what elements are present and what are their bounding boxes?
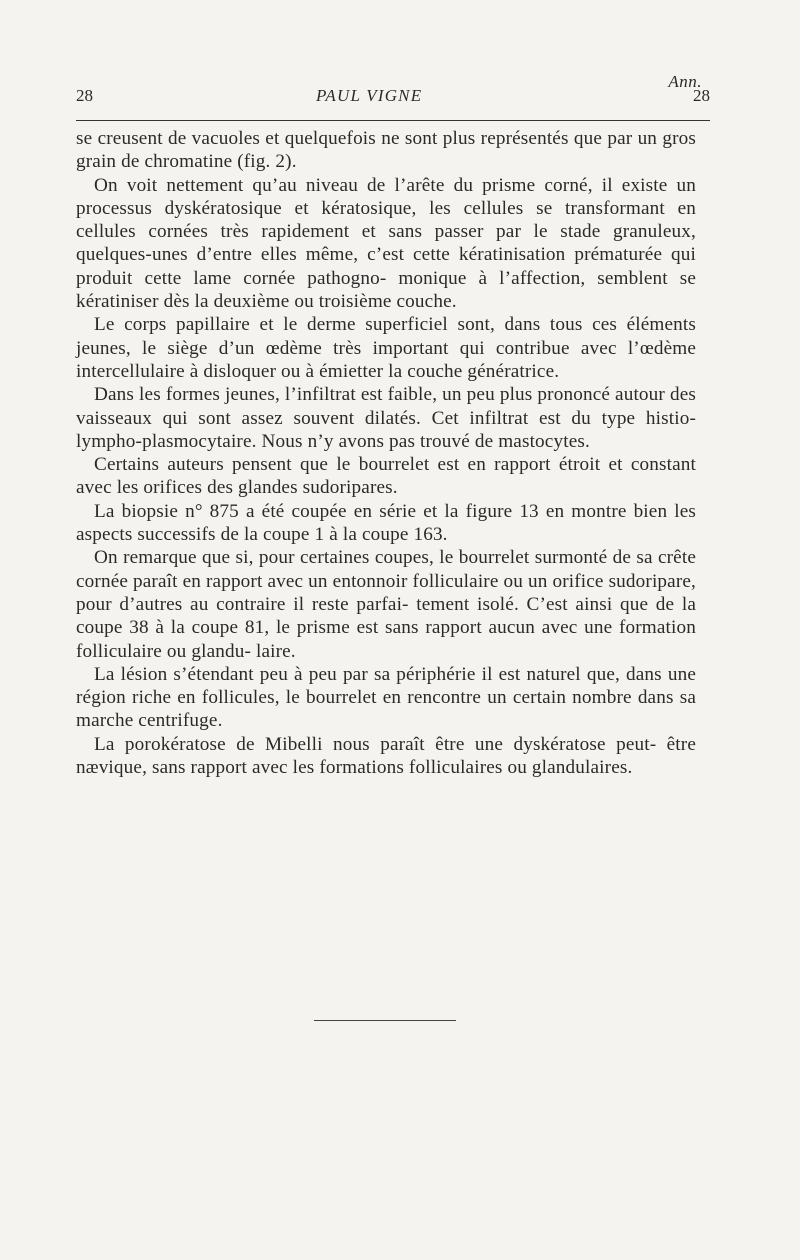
paragraph: La lésion s’étendant peu à peu par sa périphérie il est naturel que, dans une région riche en follicules, le bourrelet en rencontre un certain nombre dans sa marche centrifuge.: [76, 663, 696, 732]
running-head: PAUL VIGNE: [316, 86, 423, 105]
paragraph: La biopsie n° 875 a été coupée en série et la figure 13 en montre bien les aspects successifs de la coupe 1 à la coupe 163.: [76, 500, 696, 546]
body-text: [76, 127, 696, 779]
paragraph: On remarque que si, pour certaines coupes, le bourrelet surmonté de sa crête cornée paraît en rapport avec un entonnoir folliculaire ou un orifice sudoripare, pour d’autres au contraire il reste parfai- tement isolé. C’est ainsi que de la coupe 38 à la coupe 81, le prisme est sans rapport aucun avec une formation folliculaire ou glandu- laire.: [76, 547, 696, 662]
paragraph: Le corps papillaire et le derme superficiel sont, dans tous ces éléments jeunes, le siège d’un œdème très important qui contribue avec l’œdème intercellulaire à disloquer ou à émietter la couche génératrice.: [76, 314, 696, 382]
header-rule: [76, 120, 710, 121]
paragraph: On voit nettement qu’au niveau de l’arête du prisme corné, il existe un processus dyskératosique et kératosique, les cellules se transformant en cellules cornées très rapidement et sans passer par le stade granuleux, quelques-unes d’entre elles même, c’est cette kératinisation prématurée qui produit cette lame cornée pathogno- monique à l’affection, semblent se kératiniser dès la deuxième ou troisième couche.: [76, 174, 696, 313]
paragraph: se creusent de vacuoles et quelquefois ne sont plus représentés que par un gros grain de chromatine (fig. 2).: [76, 128, 696, 173]
page-header: [76, 86, 710, 110]
paragraph: Dans les formes jeunes, l’infiltrat est faible, un peu plus prononcé autour des vaisseaux qui sont assez souvent dilatés. Cet infiltrat est du type histio-lympho-plasmocytaire. Nous n’y avons pas trouvé de mastocytes.: [76, 384, 696, 452]
end-rule: [314, 1020, 456, 1021]
annotation-ann: Ann.: [668, 72, 702, 91]
page-number-left: 28: [76, 86, 93, 105]
paragraph: Certains auteurs pensent que le bourrelet est en rapport étroit et constant avec les orifices des glandes sudoripares.: [76, 454, 696, 499]
page-number-right: 28: [693, 86, 710, 105]
paragraph: La porokératose de Mibelli nous paraît être une dyskératose peut- être nævique, sans rapport avec les formations folliculaires ou glandulaires.: [76, 733, 696, 779]
